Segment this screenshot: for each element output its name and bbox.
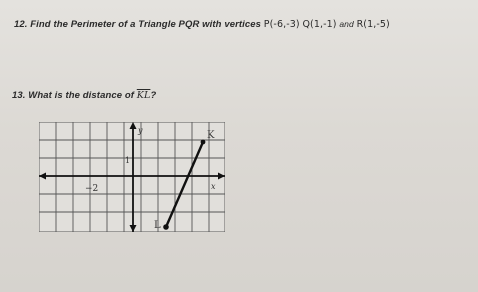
y-tick-1: 1: [125, 156, 131, 165]
segment-kl: $\overline{KL}$: [136, 90, 151, 101]
vertex-q: Q(1,-1): [302, 19, 337, 30]
question-12-number: 12.: [14, 19, 28, 30]
question-13-text: What is the distance of: [28, 90, 135, 101]
question-mark: ?: [150, 90, 157, 101]
x-tick-neg2: −2: [85, 184, 99, 194]
point-k: [201, 140, 206, 145]
point-l: [163, 224, 169, 230]
y-axis-label: y: [138, 126, 143, 135]
question-13-number: 13.: [12, 90, 26, 101]
question-12-text: Find the Perimeter of a Triangle PQR with vertices: [30, 19, 262, 30]
x-axis-label: x: [211, 182, 216, 191]
vertex-p: P(-6,-3): [263, 19, 300, 30]
coordinate-grid-svg: [39, 122, 225, 232]
point-l-label: L: [154, 220, 161, 231]
question-13: [12, 90, 156, 102]
question-12: [14, 18, 390, 31]
coordinate-graph: [39, 122, 225, 232]
and-word: and: [339, 19, 354, 29]
graph-background: [39, 122, 225, 232]
vertex-r: R(1,-5): [356, 19, 390, 30]
point-k-label: K: [207, 130, 215, 141]
